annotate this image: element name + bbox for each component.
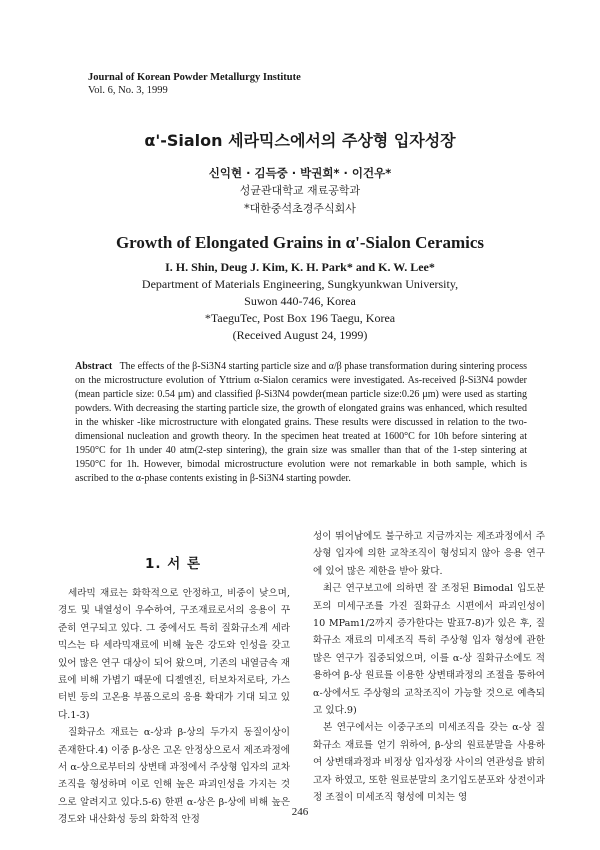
english-title: Growth of Elongated Grains in α'-Sialon Ceramics bbox=[115, 233, 485, 252]
english-affiliation-3: *TaeguTec, Post Box 196 Taegu, Korea bbox=[204, 311, 396, 325]
english-affiliation-1: Department of Materials Engineering, Sungkyunkwan University, bbox=[141, 277, 459, 291]
korean-title: α'-Sialon 세라믹스에서의 주상형 입자성장 bbox=[144, 131, 456, 150]
paragraph: 본 연구에서는 이중구조의 미세조직을 갖는 α-상 질화규소 재료를 얻기 위하여, β-상의 원료분말을 사용하여 상변태과정과 비정상 입자성장 사이의 연관성을 밝히고자 하였고, 또한 원료분말의 초기입도분포와 상전이과정 조절이 미세조직 형성에 미치는 영 bbox=[313, 722, 545, 804]
abstract-text: The effects of the β-Si3N4 starting particle size and α/β phase transformation during sintering process on the microstructure evolution of Yttrium α-Sialon ceramics were investigated. As-received β-Si3N4 powder (mean particle size: 0.54 μm) and classified β-Si3N4 powder(mean particle size:0.26 μm) were used as starting powders. With decreasing the starting particle size, the growth of elongated grains was enhanced, which resulted in the whisker -like microstructure with elongated grains. These results were discussed in relation to the two-dimensional nucleation and growth theory. In the specimen heat treated at 1600°C for 10h before sintering at 1950°C for 1h under 40 atm(2-step sintering), the grain size was smaller than that of the 1-step sintering at 1950°C for 1h. However, bimodal microstructure evolution were not remarkable in both sample, which is ascribed to the α-phase contents existing in β-Si3N4 starting powder. bbox=[75, 361, 527, 484]
journal-name: Journal of Korean Powder Metallurgy Institute bbox=[88, 72, 301, 83]
journal-volume: Vol. 6, No. 3, 1999 bbox=[88, 85, 168, 96]
korean-affiliation-1: 성균관대학교 재료공학과 bbox=[239, 184, 361, 197]
paragraph: 최근 연구보고에 의하면 잘 조정된 Bimodal 입도분포의 미세구조를 가진 질화규소 시편에서 파괴인성이 10 MPam1/2까지 증가한다는 발표7-8)가 있은 후, 질화규소 재료의 미세조직 특히 주상형 입자 형성에 관한 많은 연구가 집중되었으며, 이를 α-상 질화규소에도 적용하여 β-상 원료를 이용한 상변태과정의 조절을 통하여 α-상에서도 주상형의 교착조직이 가능할 것으로 예측되고 있다.9) bbox=[313, 583, 545, 717]
page-number: 246 bbox=[291, 806, 309, 818]
korean-authors: 신익현 · 김득중 · 박권희* · 이건우* bbox=[208, 166, 392, 180]
body-column-right bbox=[313, 528, 545, 807]
received-date: (Received August 24, 1999) bbox=[232, 328, 368, 342]
english-affiliation-2: Suwon 440-746, Korea bbox=[244, 294, 356, 308]
english-authors: I. H. Shin, Deug J. Kim, K. H. Park* and K. W. Lee* bbox=[165, 260, 435, 274]
section-heading-introduction: 1. 서 론 bbox=[145, 556, 202, 572]
abstract bbox=[75, 360, 527, 486]
paragraph: 성이 뛰어남에도 불구하고 지금까지는 제조과정에서 주상형 입자에 의한 교착조직이 형성되지 않아 응용 연구에 있어 많은 제한을 받아 왔다. bbox=[313, 531, 545, 577]
body-column-left bbox=[58, 585, 290, 829]
paragraph: 질화규소 재료는 α-상과 β-상의 두가지 동질이상이 존재한다.4) 이중 β-상은 고온 안정상으로서 제조과정에서 α-상으로부터의 상변태 과정에서 주상형 입자의 교차조직을 형성하며 이로 인해 높은 파괴인성을 가지는 것으로 알려지고 있다.5-6) 한편 α-상은 β-상에 비해 높은 경도와 내산화성 등의 화학적 안정 bbox=[58, 727, 290, 826]
korean-affiliation-2: *대한중석초경주식회사 bbox=[244, 202, 356, 215]
abstract-label: Abstract bbox=[75, 361, 113, 372]
paragraph: 세라믹 재료는 화학적으로 안정하고, 비중이 낮으며, 경도 및 내열성이 우수하여, 구조재료로서의 응용이 꾸준히 연구되고 있다. 그 중에서도 특히 질화규소계 세라믹스는 타 세라믹재료에 비해 높은 강도와 인성을 갖고 있어 많은 연구 대상이 되어 왔으며, 기존의 내열금속 재료에 비해 가볍기 때문에 디젤엔진, 터보차저로타, 가스터빈 등의 고온용 부품으로의 응용 확대가 기대 되고 있다.1-3) bbox=[58, 588, 290, 721]
